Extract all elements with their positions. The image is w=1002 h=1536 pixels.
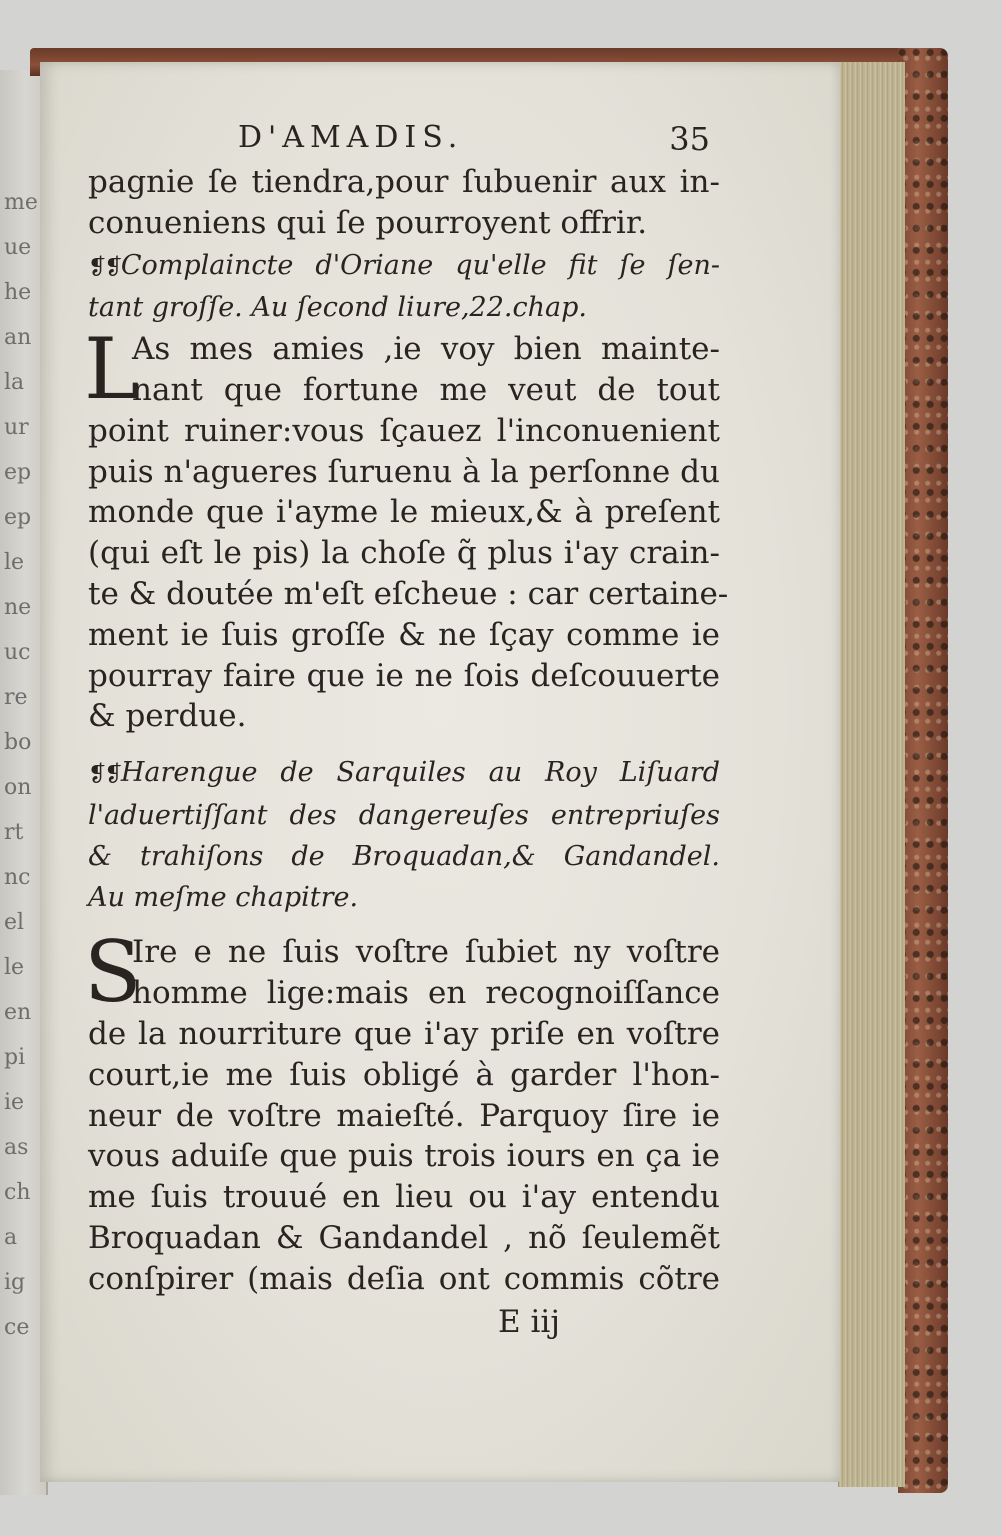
- text-line: point ruiner:vous ſçauez l'inconuenient: [88, 412, 720, 449]
- heading-line: tant groſſe. Au ſecond liure,22.chap.: [88, 292, 587, 324]
- heading-line: [88, 753, 720, 796]
- section-heading: [88, 753, 720, 918]
- heading-text: Harengue de Sarquiles au Roy Liſuard: [120, 757, 720, 789]
- text-line: vous aduiſe que puis trois iours en ça ie: [88, 1138, 720, 1175]
- bleed-text: le: [4, 550, 25, 575]
- spacer: [88, 918, 720, 932]
- bleed-text: bo: [4, 730, 32, 755]
- text-line: pagnie ſe tiendra,pour ſubuenir aux in-: [88, 164, 720, 200]
- bleed-text: ep: [4, 505, 32, 530]
- bleed-text: la: [4, 370, 25, 395]
- running-title: D'AMADIS.: [238, 120, 464, 155]
- paragraph-mark-icon: ❡❡: [88, 254, 121, 280]
- text-line: de la nourriture que i'ay priſe en voſtre: [88, 1015, 720, 1052]
- section-heading: [88, 246, 720, 330]
- bleed-text: re: [4, 685, 28, 710]
- bleed-text: en: [4, 1000, 32, 1025]
- bleed-text: ch: [4, 1180, 31, 1205]
- running-head: [88, 120, 720, 162]
- text-line: conſpirer (mais deſia ont commis cõtre: [88, 1260, 720, 1297]
- text-line: te & doutée m'eſt eſcheue : car certaine-: [88, 575, 729, 612]
- text-line: court,ie me ſuis obligé à garder l'hon-: [88, 1056, 720, 1093]
- paragraph-mark-icon: ❡❡: [88, 762, 121, 788]
- bleed-text: ig: [4, 1270, 26, 1295]
- text-line: pourray faire que ie ne ſois deſcouuerte: [88, 657, 720, 694]
- text-line: neur de voſtre maieſté. Parquoy ſire ie: [88, 1097, 720, 1134]
- heading-line: & trahiſons de Broquadan,& Gandandel.: [88, 840, 720, 872]
- bleed-text: on: [4, 775, 32, 800]
- bleed-text: he: [4, 280, 32, 305]
- bleed-text: a: [4, 1225, 18, 1250]
- text-line: As mes amies ,ie voy bien mainte-: [132, 331, 720, 368]
- text-line: Broquadan & Gandandel , nõ ſeulemẽt: [88, 1219, 720, 1256]
- bleed-text: ur: [4, 415, 29, 440]
- paragraph: [84, 923, 720, 1299]
- paragraph: [84, 320, 729, 737]
- text-line: & perdue.: [88, 698, 247, 735]
- heading-text: Complaincte d'Oriane qu'elle fit ſe ſen-: [120, 249, 720, 281]
- heading-line: Au meſme chapitre.: [88, 881, 359, 913]
- page-fore-edge: [838, 62, 905, 1487]
- text-line: nant que fortune me veut de tout: [132, 371, 720, 408]
- page-number: 35: [669, 120, 710, 158]
- bleed-text: ce: [4, 1315, 30, 1340]
- bleed-text: ie: [4, 1090, 25, 1115]
- text-line: homme lige:mais en recognoiſſance: [132, 975, 720, 1012]
- bleed-text: me: [4, 190, 38, 215]
- bleed-text: le: [4, 955, 25, 980]
- text-line: ment ie ſuis groſſe & ne ſçay comme ie: [88, 616, 720, 653]
- bleed-text: rt: [4, 820, 24, 845]
- text-line: conueniens qui ſe pourroyent offrir.: [88, 204, 648, 241]
- text-line: monde que i'ayme le mieux,& à preſent: [88, 494, 720, 531]
- text-line: (qui eſt le pis) la choſe q̃ plus i'ay crain-: [88, 535, 720, 572]
- bleed-text: el: [4, 910, 25, 935]
- bleed-text: ne: [4, 595, 32, 620]
- text-line: Ire e ne ſuis voſtre ſubiet ny voſtre: [132, 934, 720, 971]
- drop-cap-initial: L: [84, 320, 140, 419]
- text-line: puis n'agueres ſuruenu à la perſonne du: [88, 453, 720, 490]
- bleed-text: nc: [4, 865, 31, 890]
- heading-line: [88, 246, 720, 289]
- bleed-text: uc: [4, 640, 31, 665]
- text-block: [84, 120, 729, 1342]
- spacer: [88, 737, 720, 751]
- drop-cap-initial: S: [84, 923, 142, 1022]
- text-line: me ſuis trouué en lieu ou i'ay entendu: [88, 1179, 720, 1216]
- bleed-text: ep: [4, 460, 32, 485]
- heading-line: l'aduertiſſant des dangereuſes entrepriuſes: [88, 799, 720, 831]
- bleed-text: pi: [4, 1045, 26, 1070]
- bleed-text: ue: [4, 235, 32, 260]
- bleed-text: as: [4, 1135, 29, 1160]
- book-page: [40, 62, 840, 1482]
- book-cover-right-edge: [898, 48, 948, 1493]
- bleed-text: an: [4, 325, 32, 350]
- signature-mark: E iij: [498, 1303, 560, 1340]
